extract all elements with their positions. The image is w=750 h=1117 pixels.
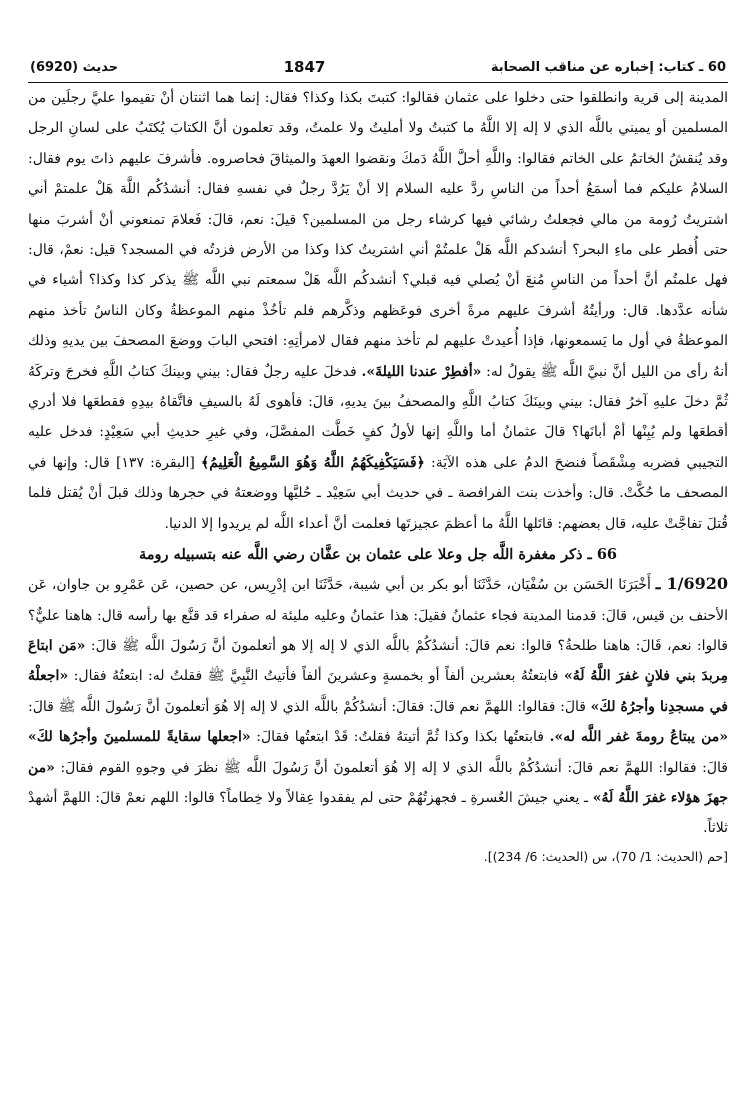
paragraph-2-text: أَخْبَرَنَا الحَسَن بن سُفْيَان، حَدَّثَنَا أبو بكر بن أبي شيبة، حَدَّثَنَا ابن إدْرِيس، عن حصين، عَن عَمْرِو بن جاوان، عَن الأحنف بن قيس، قالَ: قدمنا المدينة فجاء عثمانُ فقيلَ: هذا عثمانُ وعليه مليئة له صفراء قد قنَّع بها رأسه قال: هاهنا عليٌّ؟ قالوا: نعم، قَالَ: هاهنا طلحةُ؟ قالوا: نعم قالَ: أنشدُكُمْ باللَّه الذي لا إله إلا هو أتعلمونَ أنَّ رَسُولَ اللَّه ﷺ قالَ: bbox=[28, 577, 728, 654]
paragraph-2c-text: قالَ: فقالوا: اللهمَّ نعم قالَ: فقالَ: أنشدُكُمْ باللَّه الذي لا إله إلا هُوَ أتعلمونَ أنَّ رَسُولَ اللَّه ﷺ قالَ: bbox=[28, 698, 586, 715]
paragraph-2b-text: فابتعتُهُ بعشرين ألفاً أو بخمسةٍ وعشرينَ ألفاً فأتيتُ النَّبِيَّ ﷺ فقلتُ له: ابتعتُهُ فقال: bbox=[73, 668, 559, 685]
page bbox=[28, 52, 728, 1102]
quote-2: «اجعلْهُ في مسجدِنا وأجرُهُ لكَ» bbox=[28, 668, 729, 715]
source-reference: [حم (الحديث: 1/ 70)، س (الحديث: 6/ 234)]. bbox=[483, 848, 728, 864]
verse-reference: [البقرة: ١٣٧] bbox=[115, 454, 195, 471]
paragraph-1b-text: فدخلَ عليه رجلٌ فقال: بيني وبينكَ كتابُ اللَّهِ فخرجَ وتركَهُ ثُمَّ دخلَ عليهِ آخرُ فقال: بيني وبينَكَ كتابُ اللَّهِ والمصحفُ بينَ يديهِ، قالَ: فأهوى لَهُ بالسيفِ فاتَّقاهُ بيدِهِ فقطعَها فلا أدري أقطعَها ولم يُبِنْها أمْ أبانَها؟ قالَ عثمانُ أما واللَّهِ إنها لأولُ كفٍ خَطَّت المفصَّلَ، وفي غيرِ حديثِ أبي سَعِيْدٍ: فدخل عليه التجيبي فضربه مِشْقَصاً فنضحَ الدمُ على هذه الآيَة: bbox=[28, 363, 729, 471]
quran-verse: ﴿فَسَيَكْفِيكَهُمُ اللَّهُ وَهُوَ السَّمِيعُ الْعَلِيمُ﴾ bbox=[200, 454, 425, 471]
page-content bbox=[28, 83, 728, 868]
quote-5: «من جهزَ هؤلاء غفرَ اللَّهُ لَهُ» bbox=[28, 759, 728, 806]
page-number: 1847 bbox=[283, 58, 326, 76]
quote-iftar: «أفطِرْ عندنا الليلةَ». bbox=[361, 363, 482, 380]
paragraph-2 bbox=[28, 569, 728, 844]
paragraph-1-text: المدينة إلى قرية وانطلقوا حتى دخلوا على عثمان فقالوا: كتبتَ بكذا وكذا؟ فقال: إنما هما اثنتان أنْ تقيموا عليَّ رجلَين من المسلمين أو يميني باللَّه الذي لا إله إلا اللَّهُ ما كتبتُ ولا أمليتُ ولا علمتُ، وقد تعلمون أنَّ الكتابَ يُكتَبُ على لسانِ الرجل وقد يُنقشُ الخاتمُ على الخاتم فقالوا: واللَّهِ أحلَّ اللَّهُ دَمكَ ونقضوا العهدَ والميثاقَ فحاصروه. فأشرفَ عليهم ذاتَ يوم فقال: السلامُ عليكم فما أسمَعُ أحداً من الناسِ ردَّ عليه السلام إلا أنْ يَرُدَّ رجلٌ في نفسهِ فقال: أنشدُكُم اللَّهَ هَلْ علمتمْ أني اشتريتُ رُومة من مالي فجعلتُ رشائي فيها كرشاء رجل من المسلمين؟ قيلَ: نعم، قالَ: فَعلامَ تمنعوني أنْ أشربَ منها حتى أُفطر على ماءِ البحر؟ أنشدكم اللَّه هَلْ علمتُمْ أني اشتريتُ كذا وكذا من الأرض فزدتُه في المسجد؟ قيل: نعمْ، قال: فهل علمتُم أنَّ أحداً من الناسِ مُنعَ أنْ يُصلي فيه قبلي؟ أنشدكُم اللَّه هَلْ سمعتم نبي اللَّه ﷺ يذكر كذا وكذا؟ أشياء في شأنه عدَّدها. قال: ورأيتُهُ أشرفَ عليهم مرةً أخرى فوعَظهم وذكَّرهم فلم تأخُذْ منهم الموعظةُ وكان الناسُ تأخذ منهم الموعظةُ في أول ما يَسمعونها، فإذا أُعيدتْ عليهم لم تأخذ منهم فقال لامرأتِهِ: افتحي البابَ ووضعَ المصحفَ بين يديهِ وذلك أنهُ رأى من الليل أنَّ نبيَّ اللَّه ﷺ يقولُ له: bbox=[28, 90, 728, 380]
section-heading: 66 ـ ذكر مغفرة اللَّه جل وعلا على عثمان بن عفَّان رضي اللَّه عنه بتسبيله رومة bbox=[138, 546, 618, 564]
hadith-reference: حديث (6920) bbox=[30, 59, 119, 75]
paragraph-2e-text: قالَ: فقالوا: اللهمَّ نعم قالَ: أنشدُكُمْ باللَّه الذي لا إله إلا هُوَ أتعلمونَ أنَّ رَسُولَ اللَّه ﷺ نظرَ في وجوهِ القوم فقالَ: bbox=[60, 759, 728, 776]
paragraph-2f-text: ـ يعني جيشَ العُسرةِ ـ فجهزتُهُمْ حتى لم يفقدوا عِقالاً ولا خِطاماً؟ قالوا: اللهم نعمْ قالَ: اللهمَّ أشهدْ ثلاثاً. bbox=[28, 789, 728, 837]
page-header bbox=[28, 52, 728, 83]
quote-1: «مَن ابتاعَ مِربدَ بني فلانٍ غفرَ اللَّهُ لَهُ» bbox=[28, 637, 729, 685]
quote-3: «من يبتاعُ رومةَ غفر اللَّه له». bbox=[549, 729, 729, 746]
hadith-number: 1/6920 ـ bbox=[655, 574, 728, 594]
paragraph-1 bbox=[28, 83, 728, 539]
chapter-title: 60 ـ كتاب: إخباره عن مناقب الصحابة bbox=[490, 59, 726, 75]
paragraph-1c-text: قال: وإنها في المصحف ما حُكَّتْ. قال: وأخذت بنت الفرافصة ـ في حديث أبي سَعِيْد ـ حُليَّها ووضعتهُ في حجرها وذلك قبلَ أنْ يُقتل فلما قُتلَ تفاجَّتْ عليه، قال بعضهم: قاتَلها اللَّهُ ما أعظمَ عجيزتَها فعلمت أنَّ أعداء اللَّه لم يريدوا إلا الدنيا. bbox=[28, 454, 728, 532]
quote-4: «اجعلها سقايةً للمسلمينَ وأجرُها لكَ» bbox=[28, 729, 251, 746]
paragraph-2d-text: فابتعتُها بكذا وكذا ثُمَّ أتيتهُ فقلتُ: قَدْ ابتعتُها فقالَ: bbox=[256, 729, 544, 746]
